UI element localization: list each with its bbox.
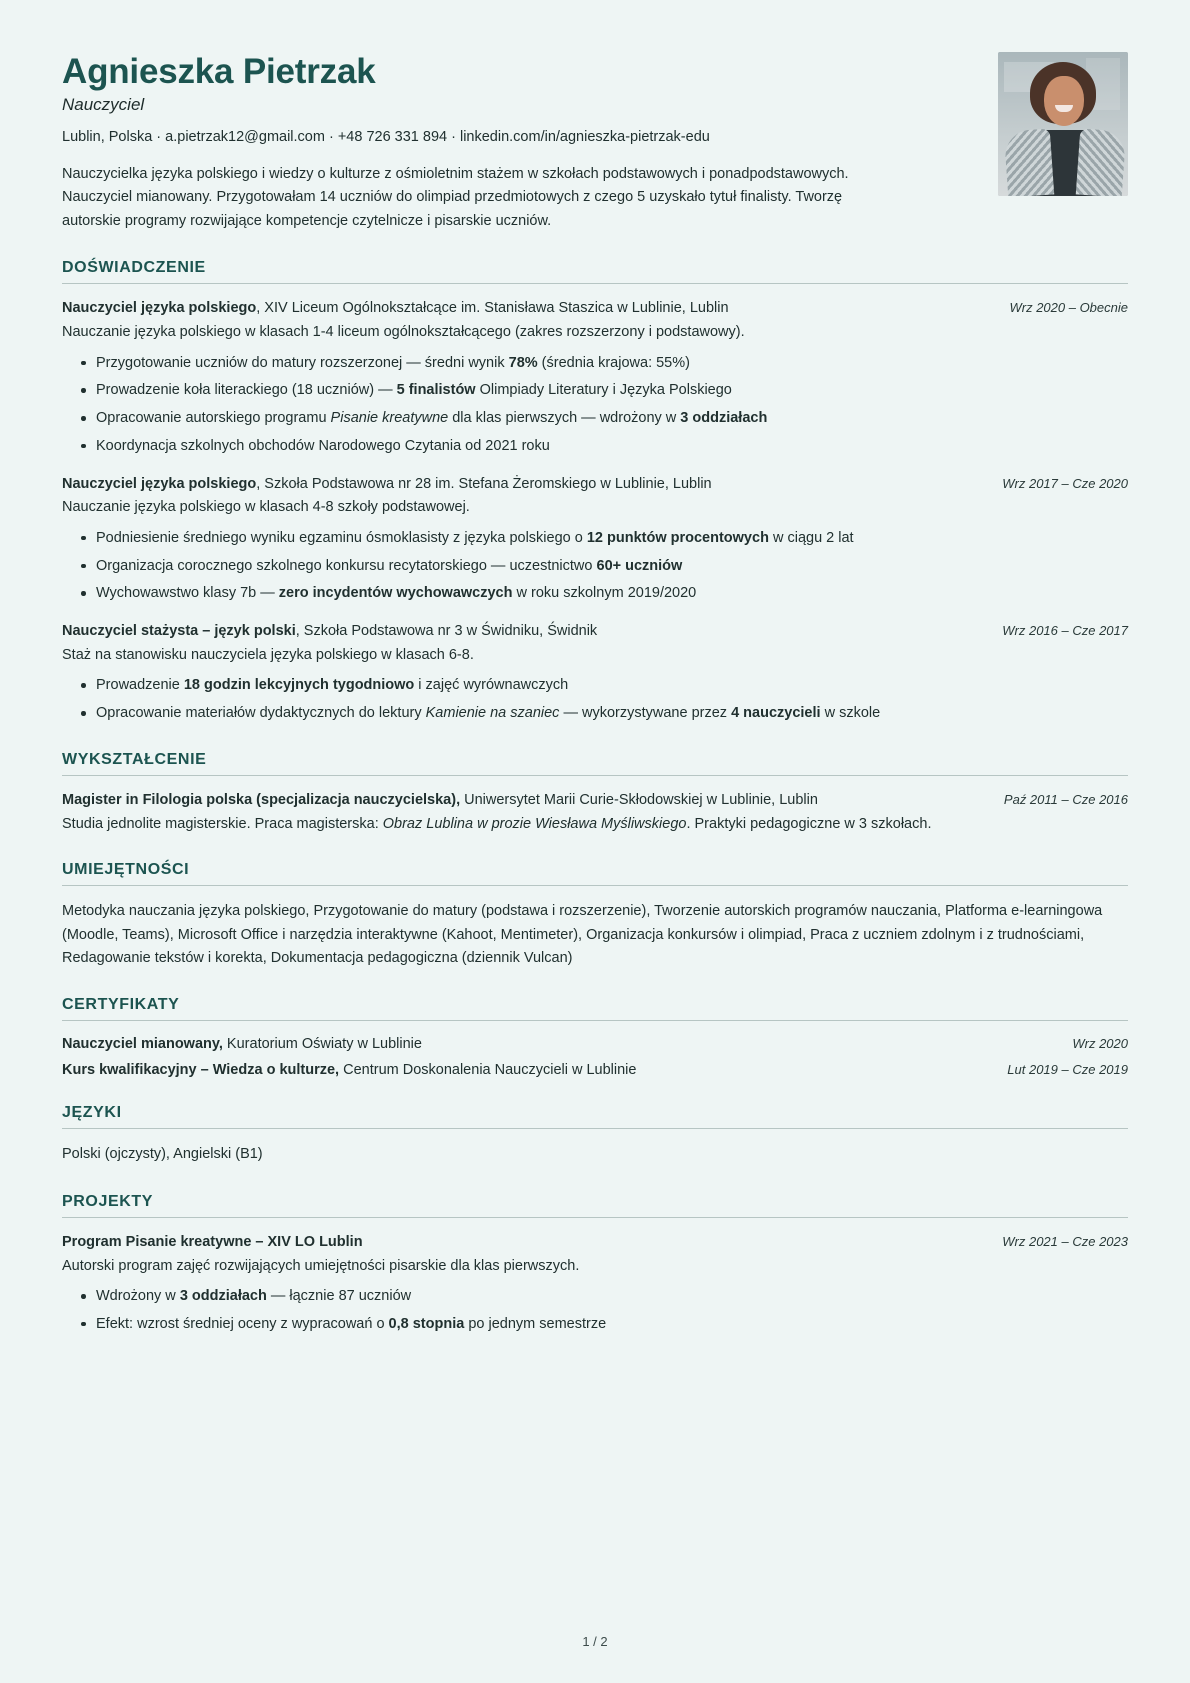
list-item: Prowadzenie 18 godzin lekcyjnych tygodniowo i zajęć wyrównawczych bbox=[96, 675, 1128, 697]
list-item: Prowadzenie koła literackiego (18 uczniów) — 5 finalistów Olimpiady Literatury i Języka Polskiego bbox=[96, 380, 1128, 402]
list-item: Opracowanie materiałów dydaktycznych do lektury Kamienie na szaniec — wykorzystywane przez 4 nauczycieli w szkole bbox=[96, 703, 1128, 725]
certificate-name: Kurs kwalifikacyjny – Wiedza o kulturze, bbox=[62, 1062, 340, 1079]
list-item: Wdrożony w 3 oddziałach — łącznie 87 uczniów bbox=[96, 1286, 1128, 1308]
project-entry bbox=[62, 1232, 1128, 1336]
list-item: Przygotowanie uczniów do matury rozszerzonej — średni wynik 78% (średnia krajowa: 55%) bbox=[96, 353, 1128, 375]
entry-date: Wrz 2016 – Cze 2017 bbox=[1002, 623, 1128, 639]
experience-entry bbox=[62, 621, 1128, 725]
education-entry bbox=[62, 790, 1128, 835]
photo-face bbox=[1044, 76, 1084, 126]
certificate-org: Centrum Doskonalenia Nauczycieli w Lublinie bbox=[339, 1062, 637, 1079]
entry-bullets bbox=[62, 1286, 1128, 1336]
certificate-date: Lut 2019 – Cze 2019 bbox=[1007, 1062, 1128, 1078]
entry-heading bbox=[62, 474, 982, 496]
photo-jacket-right bbox=[1076, 128, 1126, 196]
entry-role: Nauczyciel stażysta – język polski bbox=[62, 623, 296, 640]
photo-jacket-left bbox=[1004, 128, 1054, 196]
entry-header bbox=[62, 474, 1128, 496]
entry-org: , Szkoła Podstawowa nr 28 im. Stefana Żeromskiego w Lublinie, Lublin bbox=[256, 475, 712, 492]
certificate-row bbox=[62, 1035, 1128, 1052]
entry-date: Paź 2011 – Cze 2016 bbox=[1003, 791, 1128, 807]
experience-entry bbox=[62, 298, 1128, 457]
contact-line: Lublin, Polska · a.pietrzak12@gmail.com · +48 726 331 894 · linkedin.com/in/agnieszka-pietrzak-edu bbox=[62, 129, 710, 146]
skills-list: Metodyka nauczania języka polskiego, Przygotowanie do matury (podstawa i rozszerzenie), Tworzenie autorskich programów nauczania, Platforma e-learningowa (Moodle, Teams), Microsoft Office i narzędzia interaktywne (Kahoot, Mentimeter), Organizacja konkursów i olimpiad, Praca z uczniem zdolnym i z trudnościami, Redagowanie tekstów i korekta, Dokumentacja pedagogiczna (dziennik Vulcan) bbox=[62, 903, 1103, 966]
certificate-text bbox=[62, 1036, 422, 1052]
entry-header bbox=[62, 790, 1128, 812]
resume-header bbox=[62, 52, 1128, 233]
entry-header bbox=[62, 621, 1128, 643]
entry-date: Wrz 2017 – Cze 2020 bbox=[1002, 475, 1128, 491]
section-title-projects: PROJEKTY bbox=[62, 1192, 154, 1210]
page-number: 1 / 2 bbox=[582, 1634, 608, 1649]
divider bbox=[62, 1217, 1128, 1218]
entry-role: Nauczyciel języka polskiego bbox=[62, 300, 257, 317]
entry-header bbox=[62, 298, 1128, 320]
page-title: Agnieszka Pietrzak bbox=[62, 52, 376, 91]
entry-date: Wrz 2021 – Cze 2023 bbox=[1002, 1233, 1128, 1249]
entry-bullets bbox=[62, 528, 1128, 605]
section-title-skills: UMIEJĘTNOŚCI bbox=[62, 861, 190, 879]
section-title-certificates: CERTYFIKATY bbox=[62, 996, 180, 1014]
entry-description: Nauczanie języka polskiego w klasach 4-8 szkoły podstawowej. bbox=[62, 499, 470, 516]
entry-description: Nauczanie języka polskiego w klasach 1-4 liceum ogólnokształcącego (zakres rozszerzony i podstawowy). bbox=[62, 324, 745, 341]
divider bbox=[62, 1020, 1128, 1021]
entry-description: Staż na stanowisku nauczyciela języka polskiego w klasach 6-8. bbox=[62, 646, 474, 663]
section-certificates bbox=[62, 996, 1128, 1078]
section-skills bbox=[62, 861, 1128, 970]
experience-entry bbox=[62, 474, 1128, 605]
list-item: Organizacja corocznego szkolnego konkursu recytatorskiego — uczestnictwo 60+ uczniów bbox=[96, 556, 1128, 578]
section-projects bbox=[62, 1193, 1128, 1336]
list-item: Podniesienie średniego wyniku egzaminu ósmoklasisty z języka polskiego o 12 punktów procentowych w ciągu 2 lat bbox=[96, 528, 1128, 550]
entry-bullets bbox=[62, 353, 1128, 458]
entry-bullets bbox=[62, 675, 1128, 725]
education-degree: Magister in Filologia polska (specjalizacja nauczycielska), bbox=[62, 791, 461, 808]
section-languages bbox=[62, 1104, 1128, 1166]
entry-header bbox=[62, 1232, 1128, 1254]
section-title-languages: JĘZYKI bbox=[62, 1104, 122, 1122]
entry-heading bbox=[62, 1232, 982, 1254]
section-title-education: WYKSZTAŁCENIE bbox=[62, 750, 207, 768]
certificate-date: Wrz 2020 bbox=[1072, 1036, 1128, 1052]
list-item: Opracowanie autorskiego programu Pisanie kreatywne dla klas pierwszych — wdrożony w 3 oddziałach bbox=[96, 408, 1128, 430]
certificate-text bbox=[62, 1062, 636, 1078]
avatar bbox=[998, 52, 1128, 196]
entry-heading bbox=[62, 790, 984, 812]
certificate-name: Nauczyciel mianowany, bbox=[62, 1036, 223, 1053]
list-item: Efekt: wzrost średniej oceny z wypracowań o 0,8 stopnia po jednym semestrze bbox=[96, 1314, 1128, 1336]
entry-description: Studia jednolite magisterskie. Praca magisterska: Obraz Lublina w prozie Wiesława Myśliwskiego. Praktyki pedagogiczne w 3 szkołach. bbox=[62, 815, 932, 832]
entry-org: , Szkoła Podstawowa nr 3 w Świdniku, Świdnik bbox=[295, 623, 598, 640]
entry-org: , XIV Liceum Ogólnokształcące im. Stanisława Staszica w Lublinie, Lublin bbox=[256, 300, 729, 317]
project-name: Program Pisanie kreatywne – XIV LO Lublin bbox=[62, 1233, 363, 1250]
section-experience bbox=[62, 259, 1128, 724]
header-text-block bbox=[62, 52, 974, 233]
languages-list: Polski (ojczysty), Angielski (B1) bbox=[62, 1146, 263, 1163]
divider bbox=[62, 775, 1128, 776]
entry-role: Nauczyciel języka polskiego bbox=[62, 475, 257, 492]
profile-summary: Nauczycielka języka polskiego i wiedzy o kulturze z ośmioletnim stażem w szkołach podstawowych i ponadpodstawowych. Nauczyciel mianowany. Przygotowałam 14 uczniów do olimpiad przedmiotowych z czego 5 uzyskało tytuł finalisty. Tworzę autorskie programy rozwijające kompetencje czytelnicze i pisarskie uczniów. bbox=[62, 165, 849, 229]
job-title: Nauczyciel bbox=[62, 95, 145, 115]
section-title-experience: DOŚWIADCZENIE bbox=[62, 259, 206, 277]
entry-heading bbox=[62, 298, 989, 320]
section-education bbox=[62, 751, 1128, 835]
certificate-org: Kuratorium Oświaty w Lublinie bbox=[222, 1036, 422, 1053]
entry-description: Autorski program zajęć rozwijających umiejętności pisarskie dla klas pierwszych. bbox=[62, 1257, 580, 1274]
list-item: Koordynacja szkolnych obchodów Narodowego Czytania od 2021 roku bbox=[96, 436, 1128, 458]
divider bbox=[62, 283, 1128, 284]
divider bbox=[62, 1128, 1128, 1129]
certificate-row bbox=[62, 1061, 1128, 1078]
list-item: Wychowawstwo klasy 7b — zero incydentów wychowawczych w roku szkolnym 2019/2020 bbox=[96, 583, 1128, 605]
entry-heading bbox=[62, 621, 982, 643]
education-org: Uniwersytet Marii Curie-Skłodowskiej w Lublinie, Lublin bbox=[460, 791, 818, 808]
divider bbox=[62, 885, 1128, 886]
entry-date: Wrz 2020 – Obecnie bbox=[1009, 300, 1128, 316]
